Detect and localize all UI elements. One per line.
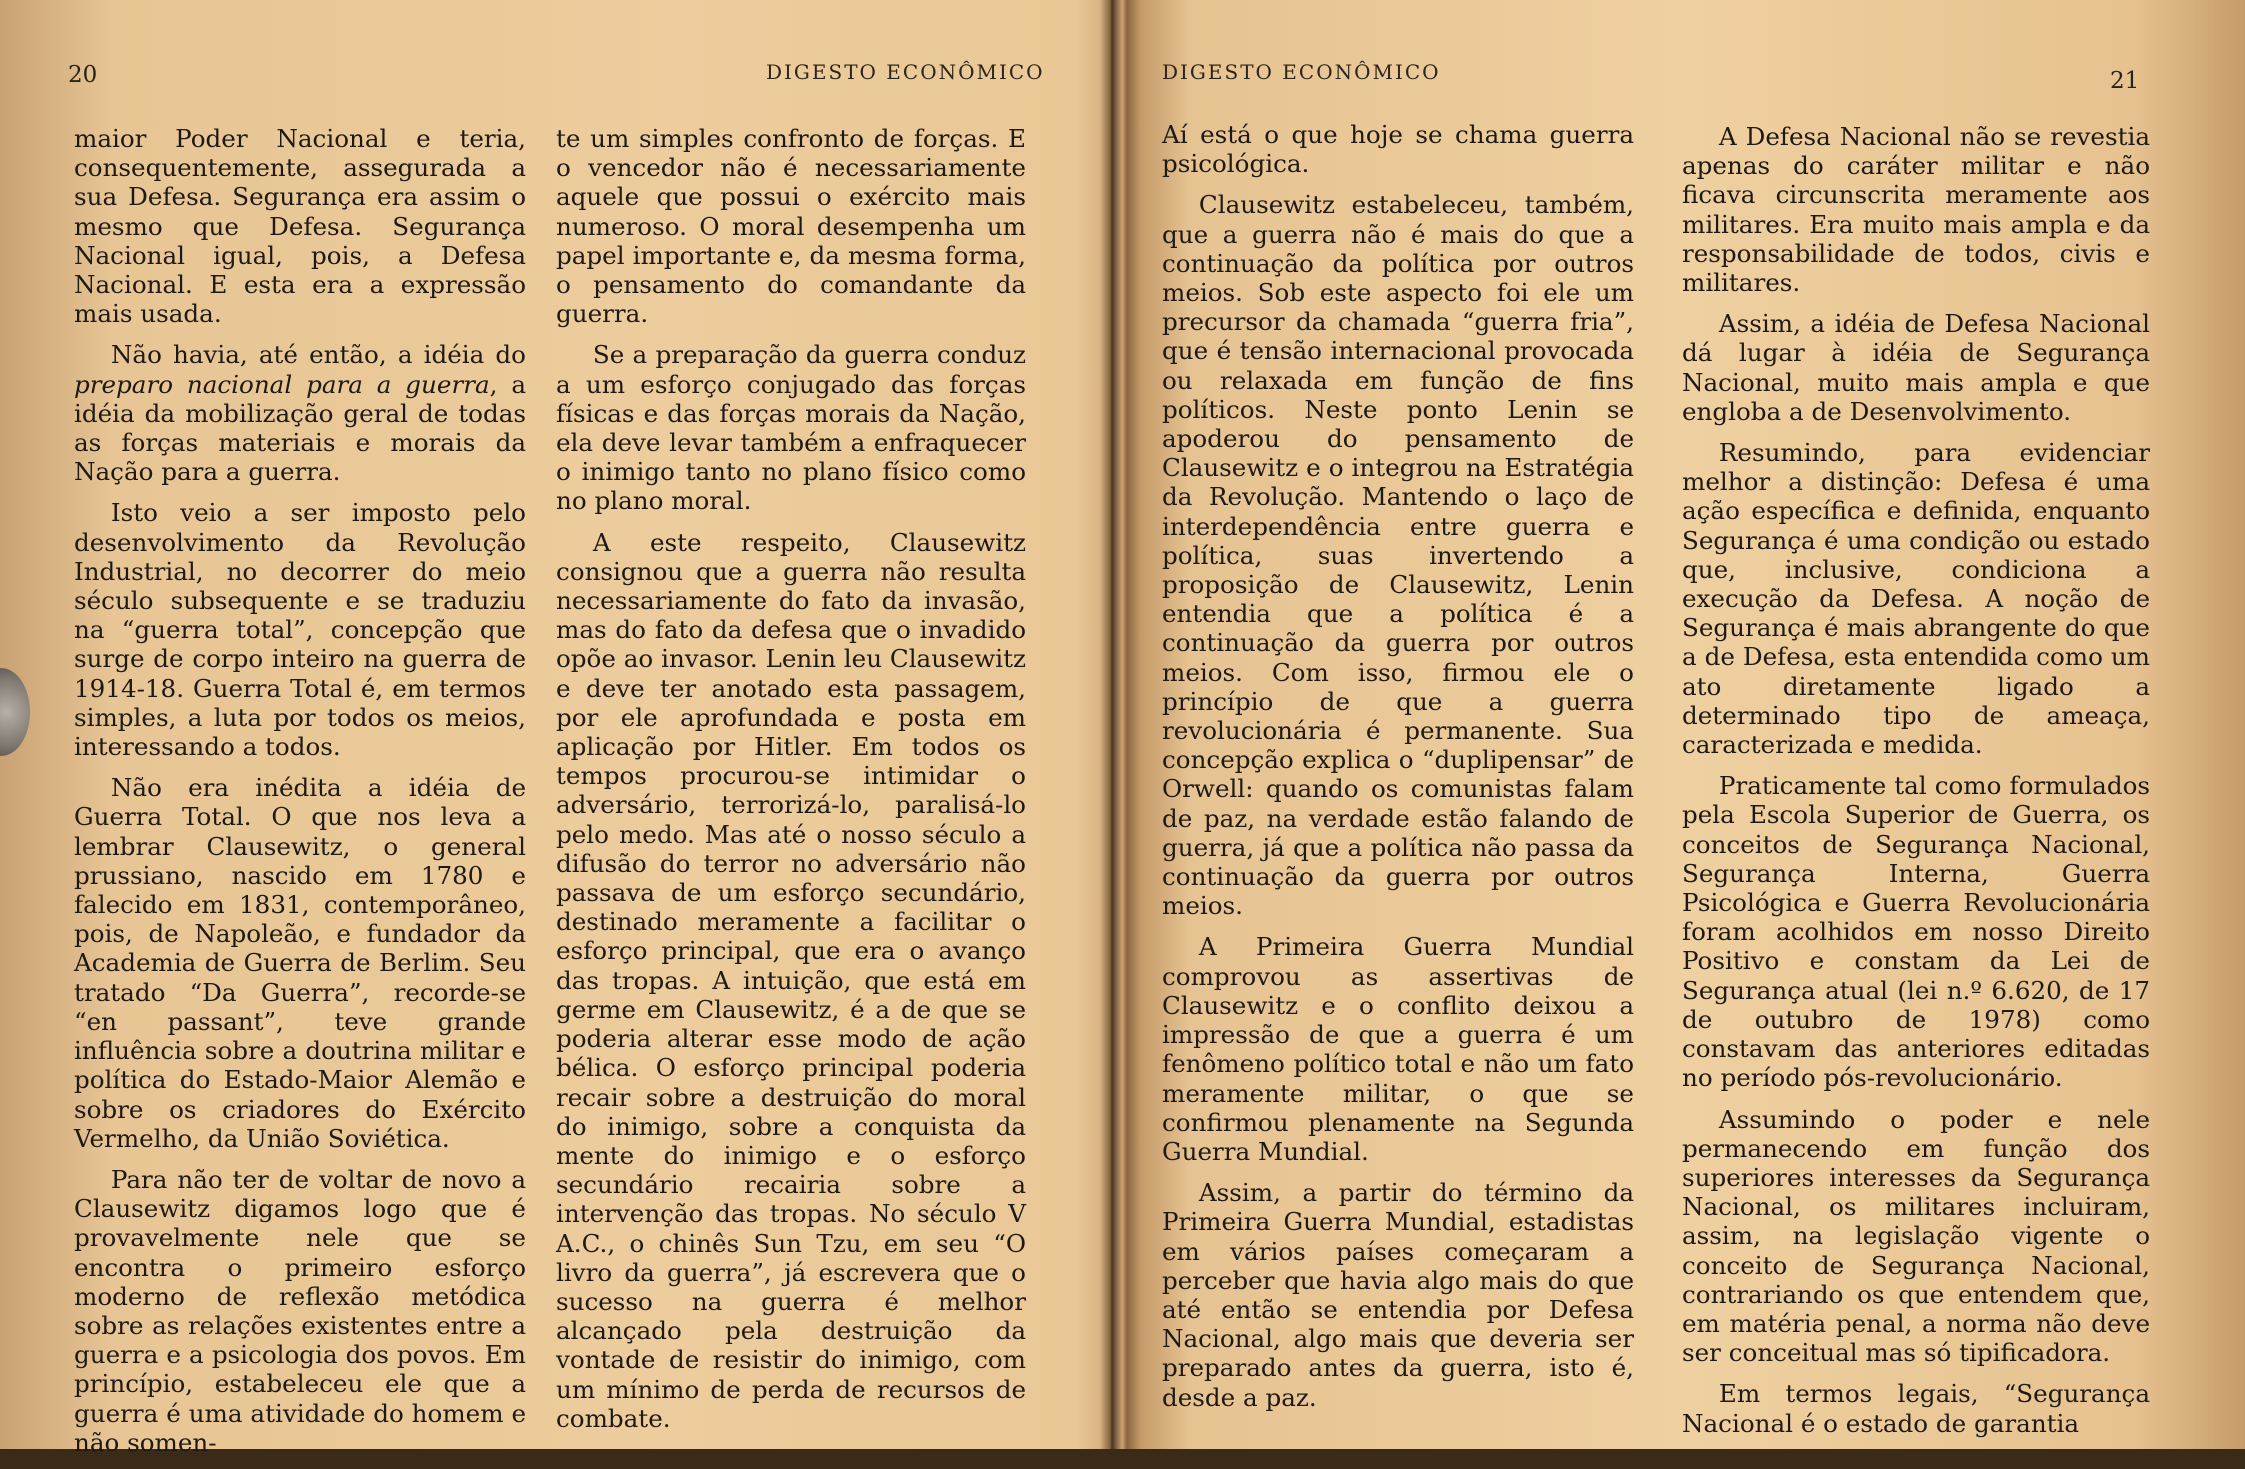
page-number: 20 [68,62,98,88]
paragraph: Isto veio a ser imposto pelo desenvolvimento da Revolução Industrial, no decorrer do meio século subsequente e se traduziu na “guerra total”, concepção que surge de corpo inteiro na guerra de 1914-18. Guerra Total é, em termos simples, a luta por todos os meios, interessando a todos. [74,498,526,762]
paragraph: Para não ter de voltar de novo a Clausewitz digamos logo que é provavelmente nele que se encontra o primeiro esforço moderno de reflexão metódica sobre as relações existentes entre a guerra e a psicologia dos povos. Em princípio, estabeleceu ele que a guerra é uma atividade do homem e não somen- [74,1164,526,1457]
right-column-1 [1162,120,1634,1424]
paragraph: Assim, a partir do término da Primeira Guerra Mundial, estadistas em vários países começaram a perceber que havia algo mais do que até então se entendia por Defesa Nacional, algo mais que deveria ser preparado antes da guerra, isto é, desde a paz. [1162,1178,1634,1412]
page-number: 21 [2110,68,2140,94]
paragraph: Assumindo o poder e nele permanecendo em função dos superiores interesses da Segurança Nacional, os militares incluiram, assim, na legislação vigente o conceito de Segurança Nacional, contrariando os que entendem que, em matéria penal, a norma não deve ser conceitual mas só tipificadora. [1682,1104,2150,1368]
paragraph: maior Poder Nacional e teria, consequentemente, assegurada a sua Defesa. Segurança era assim o mesmo que Defesa. Segurança Nacional igual, pois, a Defesa Nacional. E esta era a expressão mais usada. [74,124,526,329]
running-head: DIGESTO ECONÔMICO [1162,60,1441,84]
paragraph: Assim, a idéia de Defesa Nacional dá lugar à idéia de Segurança Nacional, muito mais ampla e que engloba a de Desenvolvimento. [1682,309,2150,426]
paragraph: Em termos legais, “Segurança Nacional é o estado de garantia [1682,1379,2150,1438]
paragraph: Praticamente tal como formulados pela Escola Superior de Guerra, os conceitos de Segurança Nacional, Segurança Interna, Guerra Psicológica e Guerra Revolucionária foram acolhidos em nosso Direito Positivo e constam da Lei de Segurança atual (lei n.º 6.620, de 17 de outubro de 1978) como constavam das anteriores editadas no período pós-revolucionário. [1682,771,2150,1093]
paragraph: Clausewitz estabeleceu, também, que a guerra não é mais do que a continuação da política por outros meios. Sob este aspecto foi ele um precursor da chamada “guerra fria”, que é tensão internacional provocada ou relaxada em função de fins políticos. Neste ponto Lenin se apoderou do pensamento de Clausewitz e o integrou na Estratégia da Revolução. Mantendo o laço de interdependência entre guerra e política, suas invertendo a proposição de Clausewitz, Lenin entendia que a política é a continuação da guerra por outros meios. Com isso, firmou ele o princípio de que a guerra revolucionária é permanente. Sua concepção explica o “duplipensar” de Orwell: quando os comunistas falam de paz, na verdade estão falando de guerra, já que a política não passa da continuação da guerra por outros meios. [1162,190,1634,921]
paragraph: A Primeira Guerra Mundial comprovou as assertivas de Clausewitz e o conflito deixou a impressão de que a guerra é um fenômeno político total e não um fato meramente militar, o que se confirmou plenamente na Segunda Guerra Mundial. [1162,932,1634,1166]
paragraph: Não era inédita a idéia de Guerra Total. O que nos leva a lembrar Clausewitz, o general prussiano, nascido em 1780 e falecido em 1831, contemporâneo, pois, de Napoleão, e fundador da Academia de Guerra de Berlim. Seu tratado “Da Guerra”, recorde-se “en passant”, teve grande influência sobre a doutrina militar e política do Estado-Maior Alemão e sobre os criadores do Exército Vermelho, da União Soviética. [74,773,526,1153]
paragraph: te um simples confronto de forças. E o vencedor não é necessariamente aquele que possui o exército mais numeroso. O moral desempenha um papel importante e, da mesma forma, o pensamento do comandante da guerra. [556,124,1026,329]
paragraph: Resumindo, para evidenciar melhor a distinção: Defesa é uma ação específica e definida, enquanto Segurança é uma condição ou estado que, inclusive, condiciona a execução da Defesa. A noção de Segurança é mais abrangente do que a de Defesa, esta entendida como um ato diretamente ligado a determinado tipo de ameaça, caracterizada e medida. [1682,438,2150,760]
running-head: DIGESTO ECONÔMICO [766,60,1045,84]
right-page [1122,0,2245,1449]
left-page [0,0,1110,1457]
paragraph: Não havia, até então, a idéia do preparo nacional para a guerra, a idéia da mobilização geral de todas as forças materiais e morais da Nação para a guerra. [74,340,526,487]
paragraph: A este respeito, Clausewitz consignou que a guerra não resulta necessariamente do fato da invasão, mas do fato da defesa que o invadido opõe ao invasor. Lenin leu Clausewitz e deve ter anotado esta passagem, por ele aprofundada e posta em aplicação por Hitler. Em todos os tempos procurou-se intimidar o adversário, terrorizá-lo, paralisá-lo pelo medo. Mas até o nosso século a difusão do terror no adversário não passava de um esforço secundário, destinado meramente a facilitar o esforço principal, que era o avanço das tropas. A intuição, que está em germe em Clausewitz, é a de que se poderia alterar esse modo de ação bélica. O esforço principal poderia recair sobre a destruição do moral do inimigo, sobre a conquista da mente do inimigo e o esforço secundário recairia sobre a intervenção das tropas. No século V A.C., o chinês Sun Tzu, em seu “O livro da guerra”, já escrevera que o sucesso na guerra é melhor alcançado pela destruição da vontade de resistir do inimigo, com um mínimo de perda de recursos de combate. [556,527,1026,1433]
left-column-2 [556,124,1026,1445]
paragraph: A Defesa Nacional não se revestia apenas do caráter militar e não ficava circunscrita meramente aos militares. Era muito mais ampla e da responsabilidade de todos, civis e militares. [1682,122,2150,298]
paragraph: Aí está o que hoje se chama guerra psicológica. [1162,120,1634,179]
paragraph: Se a preparação da guerra conduz a um esforço conjugado das forças físicas e das forças morais da Nação, ela deve levar também a enfraquecer o inimigo tanto no plano físico como no plano moral. [556,340,1026,516]
right-column-2 [1682,122,2150,1450]
left-column-1 [74,124,526,1469]
